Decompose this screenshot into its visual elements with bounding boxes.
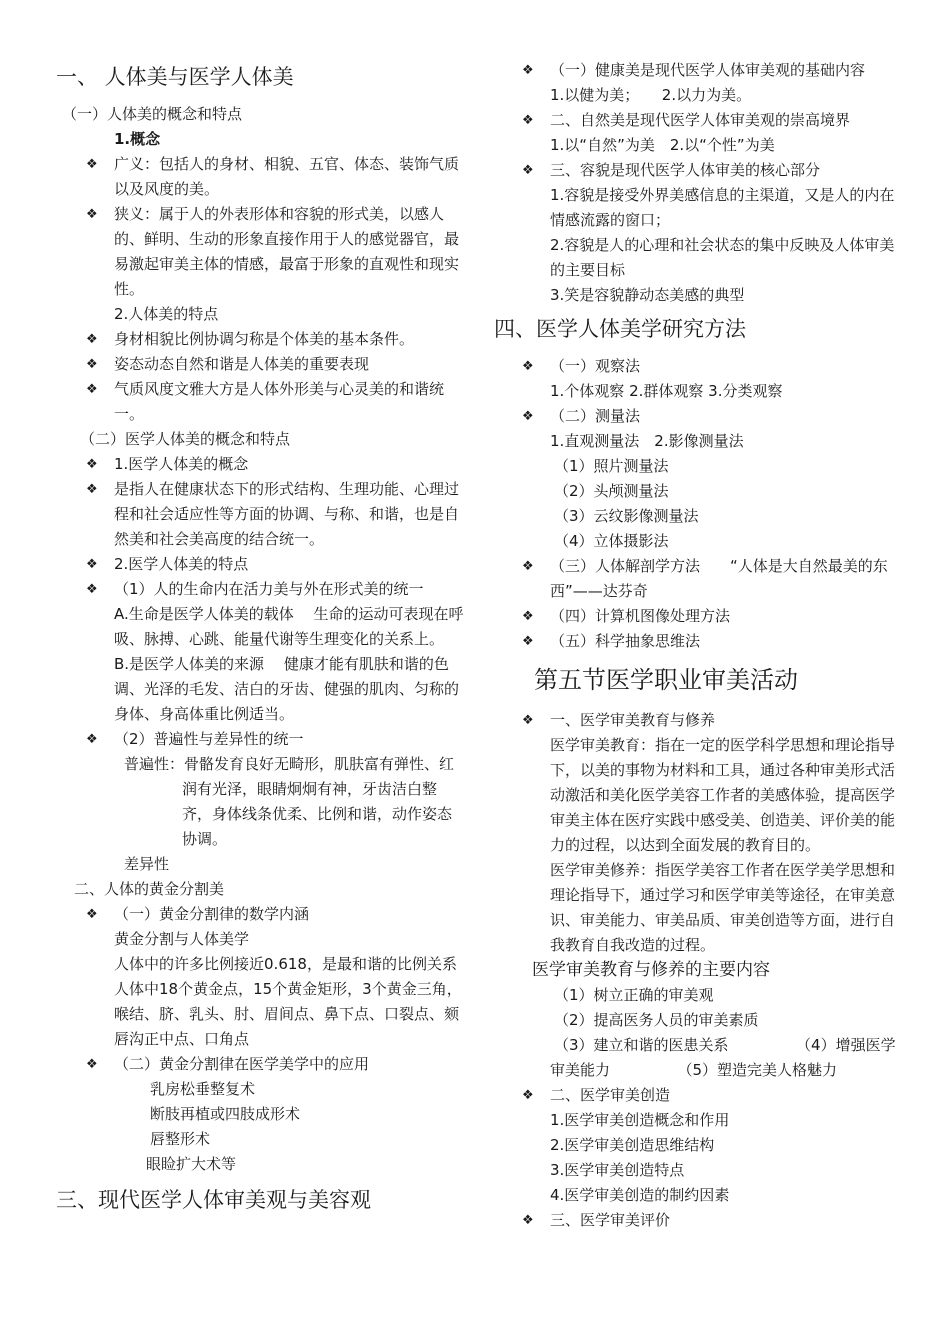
diamond-bullet-icon: ❖ [86, 332, 98, 347]
paragraph: 1.个体观察 2.群体观察 3.分类观察 [550, 382, 783, 400]
bullet-item: ❖ （1）人的生命内在活力美与外在形式美的统一 [56, 577, 466, 602]
list-item: （3）建立和谐的医患关系 （4）增强医学审美能力 （5）塑造完美人格魅力 [550, 1036, 896, 1079]
subsection-heading: （一）人体美的概念和特点 [62, 105, 243, 123]
item-heading: 1.概念 [114, 130, 161, 148]
bullet-item: ❖ （四）计算机图像处理方法 [494, 604, 898, 629]
diamond-bullet-icon: ❖ [86, 557, 98, 572]
diamond-bullet-icon: ❖ [522, 409, 534, 424]
paragraph: 3.笑是容貌静动态美感的典型 [550, 286, 745, 304]
bullet-item: ❖ （二）测量法 [494, 404, 898, 429]
diamond-bullet-icon: ❖ [522, 713, 534, 728]
bullet-item: ❖ 三、医学审美评价 [494, 1208, 898, 1233]
diamond-bullet-icon: ❖ [522, 359, 534, 374]
diamond-bullet-icon: ❖ [86, 457, 98, 472]
diamond-bullet-icon: ❖ [522, 634, 534, 649]
paragraph: B.是医学人体美的来源 健康才能有肌肤和谐的色调、光泽的毛发、洁白的牙齿、健强的肌肉、匀称的身体、身高体重比例适当。 [114, 655, 460, 723]
section-heading: 三、现代医学人体审美观与美容观 [56, 1188, 371, 1212]
diamond-bullet-icon: ❖ [86, 732, 98, 747]
paragraph: 人体中18个黄金点，15个黄金矩形，3个黄金三角，喉结、脐、乳头、肘、眉间点、鼻下点、口裂点、颏唇沟正中点、口角点 [114, 980, 462, 1048]
diamond-bullet-icon: ❖ [86, 907, 98, 922]
paragraph: A.生命是医学人体美的载体 生命的运动可表现在呼吸、脉搏、心跳、能量代谢等生理变化的关系上。 [114, 605, 464, 648]
bullet-item: ❖ （一）观察法 [494, 354, 898, 379]
subsection-heading: 医学审美教育与修养的主要内容 [532, 960, 770, 980]
diamond-bullet-icon: ❖ [522, 609, 534, 624]
bullet-item: ❖ （三）人体解剖学方法 “人体是大自然最美的东西”——达芬奇 [494, 554, 898, 604]
bullet-item: ❖ 姿态动态自然和谐是人体美的重要表现 [56, 352, 466, 377]
paragraph: 1.直观测量法 2.影像测量法 [550, 432, 744, 450]
diamond-bullet-icon: ❖ [86, 1057, 98, 1072]
item-heading: 2.人体美的特点 [114, 305, 219, 323]
list-item: 1.医学审美创造概念和作用 [550, 1111, 730, 1129]
bullet-item: ❖ 一、医学审美教育与修养 [494, 708, 898, 733]
diamond-bullet-icon: ❖ [86, 357, 98, 372]
left-column [56, 58, 466, 1225]
diamond-bullet-icon: ❖ [86, 482, 98, 497]
paragraph: 2.容貌是人的心理和社会状态的集中反映及人体审美的主要目标 [550, 236, 895, 279]
bullet-item: ❖ 气质风度文雅大方是人体外形美与心灵美的和谐统一。 [56, 377, 466, 427]
list-item: （1）照片测量法 [554, 457, 669, 475]
diamond-bullet-icon: ❖ [522, 1213, 534, 1228]
paragraph: 1.以健为美； 2.以力为美。 [550, 86, 752, 104]
list-item: （4）立体摄影法 [554, 532, 669, 550]
bullet-item: ❖ 三、容貌是现代医学人体审美的核心部分 [494, 158, 898, 183]
subsection-heading: 二、人体的黄金分割美 [74, 880, 225, 898]
bullet-item: ❖ 是指人在健康状态下的形式结构、生理功能、心理过程和社会适应性等方面的协调、与称、和谐，也是自然美和社会美高度的结合统一。 [56, 477, 466, 552]
diamond-bullet-icon: ❖ [86, 157, 98, 172]
bullet-item: ❖ 二、医学审美创造 [494, 1083, 898, 1108]
paragraph: 普遍性：骨骼发育良好无畸形，肌肤富有弹性、红润有光泽，眼睛炯炯有神，牙齿洁白整齐，身体线条优柔、比例和谐，动作姿态协调。 [124, 755, 455, 848]
subsection-heading: （二）医学人体美的概念和特点 [80, 430, 291, 448]
bullet-item: ❖ 2.医学人体美的特点 [56, 552, 466, 577]
diamond-bullet-icon: ❖ [86, 382, 98, 397]
diamond-bullet-icon: ❖ [86, 207, 98, 222]
diamond-bullet-icon: ❖ [522, 63, 534, 78]
list-item: （2）头颅测量法 [554, 482, 669, 500]
list-item: （3）云纹影像测量法 [554, 507, 699, 525]
paragraph: 1.以“自然”为美 2.以“个性”为美 [550, 136, 775, 154]
paragraph: 医学审美修养：指医学美容工作者在医学美学思想和理论指导下，通过学习和医学审美等途径，在审美意识、审美能力、审美品质、审美创造等方面，进行自我教育自我改造的过程。 [550, 861, 896, 954]
right-column [494, 58, 898, 1233]
section-heading: 一、 人体美与医学人体美 [56, 65, 294, 89]
paragraph: 唇整形术 [150, 1130, 211, 1148]
paragraph: 1.容貌是接受外界美感信息的主渠道，又是人的内在情感流露的窗口； [550, 186, 895, 229]
paragraph: 断肢再植或四肢成形术 [150, 1105, 301, 1123]
bullet-item: ❖ 1.医学人体美的概念 [56, 452, 466, 477]
list-item: （2）提高医务人员的审美素质 [554, 1011, 759, 1029]
bullet-item: ❖ 狭义：属于人的外表形体和容貌的形式美，以感人的、鲜明、生动的形象直接作用于人的感觉器官，最易激起审美主体的情感，最富于形象的直观性和现实性。 [56, 202, 466, 302]
diamond-bullet-icon: ❖ [522, 113, 534, 128]
diamond-bullet-icon: ❖ [86, 582, 98, 597]
paragraph: 黄金分割与人体美学 [114, 930, 250, 948]
chapter-heading: 第五节医学职业审美活动 [534, 666, 798, 694]
bullet-item: ❖ （2）普遍性与差异性的统一 [56, 727, 466, 752]
bullet-item: ❖ （一）黄金分割律的数学内涵 [56, 902, 466, 927]
bullet-item: ❖ （一）健康美是现代医学人体审美观的基础内容 [494, 58, 898, 83]
list-item: 2.医学审美创造思维结构 [550, 1136, 715, 1154]
list-item: 4.医学审美创造的制约因素 [550, 1186, 730, 1204]
bullet-item: ❖ 广义：包括人的身材、相貌、五官、体态、装饰气质以及风度的美。 [56, 152, 466, 202]
paragraph: 眼睑扩大术等 [146, 1155, 237, 1173]
paragraph: 差异性 [124, 855, 170, 873]
diamond-bullet-icon: ❖ [522, 559, 534, 574]
bullet-item: ❖ （五）科学抽象思维法 [494, 629, 898, 654]
paragraph: 乳房松垂整复术 [150, 1080, 256, 1098]
list-item: 3.医学审美创造特点 [550, 1161, 685, 1179]
paragraph: 人体中的许多比例接近0.618，是最和谐的比例关系 [114, 955, 457, 973]
paragraph: 医学审美教育：指在一定的医学科学思想和理论指导下，以美的事物为材料和工具，通过各种审美形式活动激活和美化医学美容工作者的美感体验，提高医学审美主体在医疗实践中感受美、创造美、评价美的能力的过程，以达到全面发展的教育目的。 [550, 736, 896, 854]
diamond-bullet-icon: ❖ [522, 1088, 534, 1103]
bullet-item: ❖ （二）黄金分割律在医学美学中的应用 [56, 1052, 466, 1077]
list-item: （1）树立正确的审美观 [554, 986, 714, 1004]
bullet-item: ❖ 二、自然美是现代医学人体审美观的崇高境界 [494, 108, 898, 133]
section-heading: 四、医学人体美学研究方法 [494, 317, 746, 341]
bullet-item: ❖ 身材相貌比例协调匀称是个体美的基本条件。 [56, 327, 466, 352]
diamond-bullet-icon: ❖ [522, 163, 534, 178]
